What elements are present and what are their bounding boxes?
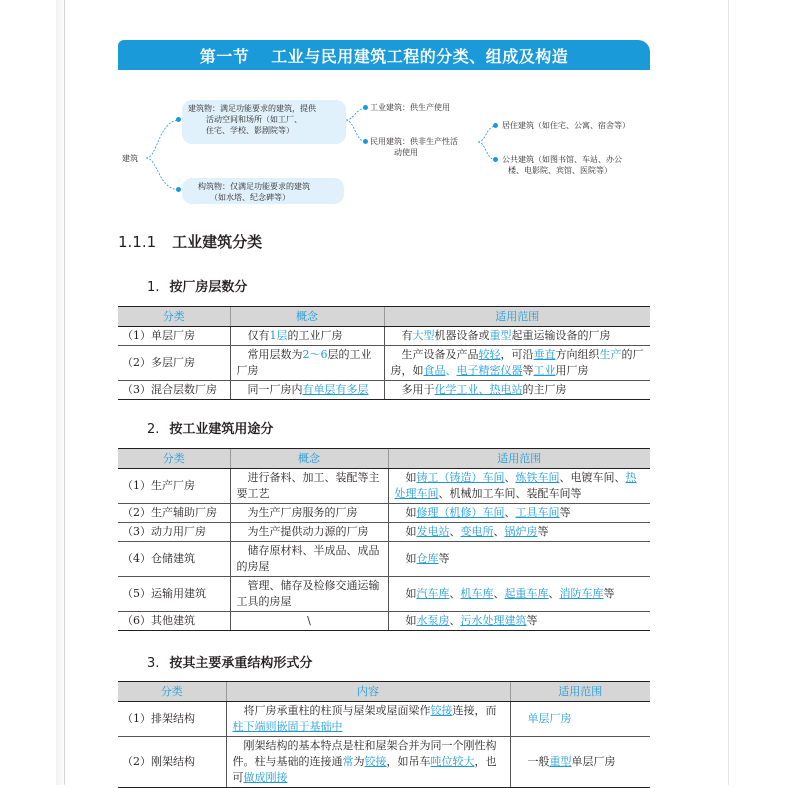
concept-cell: [230, 577, 388, 612]
highlight: 食品: [423, 364, 446, 377]
table-row: [118, 737, 650, 788]
scope-cell: [384, 381, 650, 400]
table-row: [118, 381, 650, 400]
subheading-number: 1.: [147, 280, 160, 295]
table-header: 概念: [230, 307, 384, 327]
text: 如: [405, 471, 417, 484]
category-cell: （2）生产辅助厂房: [118, 504, 230, 523]
scope-cell: [388, 612, 650, 631]
highlight: 机车库: [460, 587, 494, 600]
highlight: 1层: [269, 329, 288, 342]
text: 、: [493, 525, 505, 538]
table-header: 适用范围: [384, 307, 650, 327]
text: 生产设备及产品: [401, 348, 479, 361]
text: 刚架结构的基本特点是柱和屋架合并为同一个刚性构件。柱与基础的连接通: [232, 739, 497, 768]
node-civil-line1: 民用建筑：供非生产性活: [370, 137, 458, 146]
node-residential: 居住建筑（如住宅、公寓、宿舍等）: [502, 121, 630, 130]
text: 为生产提供动力源的厂房: [247, 525, 369, 538]
text: ，也可: [232, 755, 497, 784]
table-header: 适用范围: [388, 449, 650, 469]
subheading-number: 3.: [147, 656, 160, 671]
text: 等: [537, 525, 549, 538]
text: 连接，而: [452, 704, 497, 717]
text: 的主厂房: [522, 383, 567, 396]
text: 常用层数为: [247, 348, 303, 361]
text: 的厂房，如: [390, 348, 644, 377]
category-cell: （6）其他建筑: [118, 612, 230, 631]
text: 一般: [527, 755, 550, 768]
table-header: 内容: [226, 682, 510, 702]
bullet-dot: [363, 139, 368, 144]
text: 仅有: [247, 329, 270, 342]
subheading-2: [147, 418, 273, 437]
concept-cell: [230, 469, 388, 504]
scope-cell: [388, 542, 650, 577]
table-row: [118, 612, 650, 631]
node-civil: [370, 136, 458, 158]
highlight: 化学工业、热电站: [434, 383, 523, 396]
text: 如: [405, 614, 417, 627]
highlight: 起重车库: [504, 587, 549, 600]
text: 、: [493, 587, 505, 600]
banner-title: 工业与民用建筑工程的分类、组成及构造: [271, 46, 569, 66]
scope-cell: [384, 327, 650, 346]
bullet-dot: [363, 105, 368, 110]
bullet-dot: [176, 187, 181, 192]
highlight: 水泵房: [416, 614, 450, 627]
scope-cell: [388, 577, 650, 612]
concept-cell: [230, 523, 388, 542]
table-header: 分类: [118, 682, 226, 702]
text: 单层厂房: [571, 755, 616, 768]
mind-map: [118, 98, 658, 210]
text: 进行备料、加工、装配等主要工艺: [236, 471, 380, 500]
node-structure: [182, 178, 344, 204]
text: 如: [405, 525, 417, 538]
table-row: [118, 504, 650, 523]
table-row: [118, 523, 650, 542]
category-cell: （3）混合层数厂房: [118, 381, 230, 400]
highlight: 电子精密仪器: [456, 364, 523, 377]
category-cell: （1）单层厂房: [118, 327, 230, 346]
category-cell: （5）运输用建筑: [118, 577, 230, 612]
connector-building-industrial: [346, 108, 366, 120]
table-header: 适用范围: [510, 682, 650, 702]
page-edge-left: [64, 0, 65, 785]
category-cell: （1）生产厂房: [118, 469, 230, 504]
text: 、: [449, 614, 461, 627]
text: 如: [405, 587, 417, 600]
node-structure-line1: 构筑物：仅满足功能要求的建筑: [198, 182, 310, 191]
subheading-title: 按工业建筑用途分: [169, 422, 274, 437]
scope-cell: [510, 702, 650, 737]
highlight: 铰接: [430, 704, 453, 717]
concept-cell: [230, 327, 384, 346]
highlight: 发电站: [416, 525, 450, 538]
highlight: 工具车间: [515, 506, 560, 519]
table-row: [118, 542, 650, 577]
table-header: 分类: [118, 307, 230, 327]
text: 层的工业厂房: [236, 348, 372, 377]
highlight: 重型: [549, 755, 572, 768]
subheading-1: [147, 276, 247, 295]
concept-cell: [230, 504, 388, 523]
connector-root-building: [146, 120, 180, 158]
table-by-use: [118, 448, 650, 631]
node-public-line1: 公共建筑（如图书馆、车站、办公: [502, 155, 622, 164]
connector-root-structure: [146, 158, 180, 190]
node-building-line2: 活动空间和场所（如工厂、: [206, 115, 302, 124]
table-by-structure: [118, 681, 650, 788]
content-cell: [226, 702, 510, 737]
text: 等: [522, 364, 534, 377]
text: 如: [405, 552, 417, 565]
concept-cell: [230, 542, 388, 577]
highlight: 生产: [599, 348, 622, 361]
text: 、: [504, 471, 516, 484]
scope-cell: [388, 504, 650, 523]
highlight: 柱下端则嵌固于基础中: [232, 720, 343, 733]
text: 、: [449, 525, 461, 538]
category-cell: （2）刚架结构: [118, 737, 226, 788]
text: 如: [405, 506, 417, 519]
highlight: 热处理车间: [394, 471, 637, 500]
banner-number: 第一节: [199, 46, 250, 66]
text: ，如吊车: [386, 755, 431, 768]
text: 将厂房承重柱的柱顶与屋架或屋面梁作: [243, 704, 431, 717]
table-row: [118, 469, 650, 504]
highlight: 大型: [412, 329, 435, 342]
highlight: 污水处理建筑: [460, 614, 527, 627]
scope-cell: [388, 469, 650, 504]
text: 有: [401, 329, 413, 342]
subheading-3: [147, 652, 312, 671]
subheading-title: 按厂房层数分: [169, 280, 248, 295]
bullet-dot: [493, 157, 498, 162]
text: 、电镀车间、: [559, 471, 626, 484]
bullet-dot: [176, 117, 181, 122]
category-cell: （3）动力用厂房: [118, 523, 230, 542]
text: 为生产厂房服务的厂房: [247, 506, 358, 519]
text: 方向组织: [555, 348, 600, 361]
highlight: 消防车库: [559, 587, 604, 600]
highlight: 吨位较大: [430, 755, 475, 768]
connector-civil-residential: [478, 126, 496, 142]
text: 等: [559, 506, 571, 519]
node-building: [182, 100, 346, 144]
text: 、机械加工车间、装配车间等: [438, 487, 582, 500]
concept-cell: \: [230, 612, 388, 631]
highlight: 较轻: [478, 348, 501, 361]
text: 用厂房: [555, 364, 589, 377]
subheading-number: 2.: [147, 422, 160, 437]
highlight: 锅炉房: [504, 525, 538, 538]
highlight: 常: [342, 755, 354, 768]
section-banner: [118, 40, 650, 70]
text: 机器设备或: [434, 329, 490, 342]
highlight: 修理（机修）车间: [416, 506, 505, 519]
page-edge-right: [728, 0, 729, 785]
highlight: 炼铁车间: [515, 471, 560, 484]
table-header: 分类: [118, 449, 230, 469]
text: 起重运输设备的厂房: [511, 329, 611, 342]
category-cell: （1）排架结构: [118, 702, 226, 737]
highlight: 工业: [533, 364, 556, 377]
concept-cell: [230, 381, 384, 400]
node-building-line3: 住宅、学校、影剧院等）: [206, 126, 294, 135]
node-public-line2: 楼、电影院、宾馆、医院等）: [508, 166, 612, 175]
text: 、: [449, 587, 461, 600]
node-public: [502, 154, 622, 176]
highlight: 铰接: [364, 755, 387, 768]
node-structure-line2: （如水塔、纪念碑等）: [210, 193, 290, 202]
node-civil-line2: 动使用: [394, 148, 418, 157]
text: 多用于: [401, 383, 435, 396]
text: 、: [548, 587, 560, 600]
section-title: 工业建筑分类: [172, 233, 263, 251]
table-row: [118, 577, 650, 612]
text: ，可沿: [500, 348, 534, 361]
table-by-floors: [118, 306, 650, 400]
bullet-dot: [493, 123, 498, 128]
text: 储存原材料、半成品、成品的房屋: [236, 544, 380, 573]
text: 等: [438, 552, 450, 565]
scope-cell: [388, 523, 650, 542]
text: 等: [526, 614, 538, 627]
text: 、: [504, 506, 516, 519]
table-row: [118, 327, 650, 346]
node-industrial: 工业建筑：供生产使用: [370, 103, 450, 112]
highlight: 汽车库: [416, 587, 450, 600]
table-row: [118, 346, 650, 381]
mind-map-root: 建筑: [122, 154, 138, 163]
content-cell: [226, 737, 510, 788]
subheading-title: 按其主要承重结构形式分: [169, 656, 313, 671]
node-building-line1: 建筑物：满足功能要求的建筑，提供: [188, 104, 316, 113]
table-row: [118, 702, 650, 737]
highlight: 仓库: [416, 552, 439, 565]
scope-cell: [384, 346, 650, 381]
highlight: 有单层有多层: [302, 383, 369, 396]
text: 的工业厂房: [287, 329, 343, 342]
text: 同一厂房内: [247, 383, 303, 396]
category-cell: （4）仓储建筑: [118, 542, 230, 577]
highlight: 重型: [489, 329, 512, 342]
table-header: 概念: [230, 449, 388, 469]
highlight: 做成刚接: [243, 771, 288, 784]
category-cell: （2）多层厂房: [118, 346, 230, 381]
highlight: 2～6: [302, 348, 328, 361]
highlight: 、: [445, 364, 457, 377]
section-heading: [118, 231, 262, 252]
text: 管理、储存及检修交通运输工具的房屋: [236, 579, 380, 608]
highlight: 铸工（铸造）车间: [416, 471, 505, 484]
text: 等: [603, 587, 615, 600]
concept-cell: [230, 346, 384, 381]
section-number: 1.1.1: [118, 233, 157, 251]
highlight: 垂直: [533, 348, 556, 361]
text: 为: [353, 755, 365, 768]
scope-cell: [510, 737, 650, 788]
highlight: 变电所: [460, 525, 494, 538]
highlight: 单层厂房: [527, 712, 572, 725]
